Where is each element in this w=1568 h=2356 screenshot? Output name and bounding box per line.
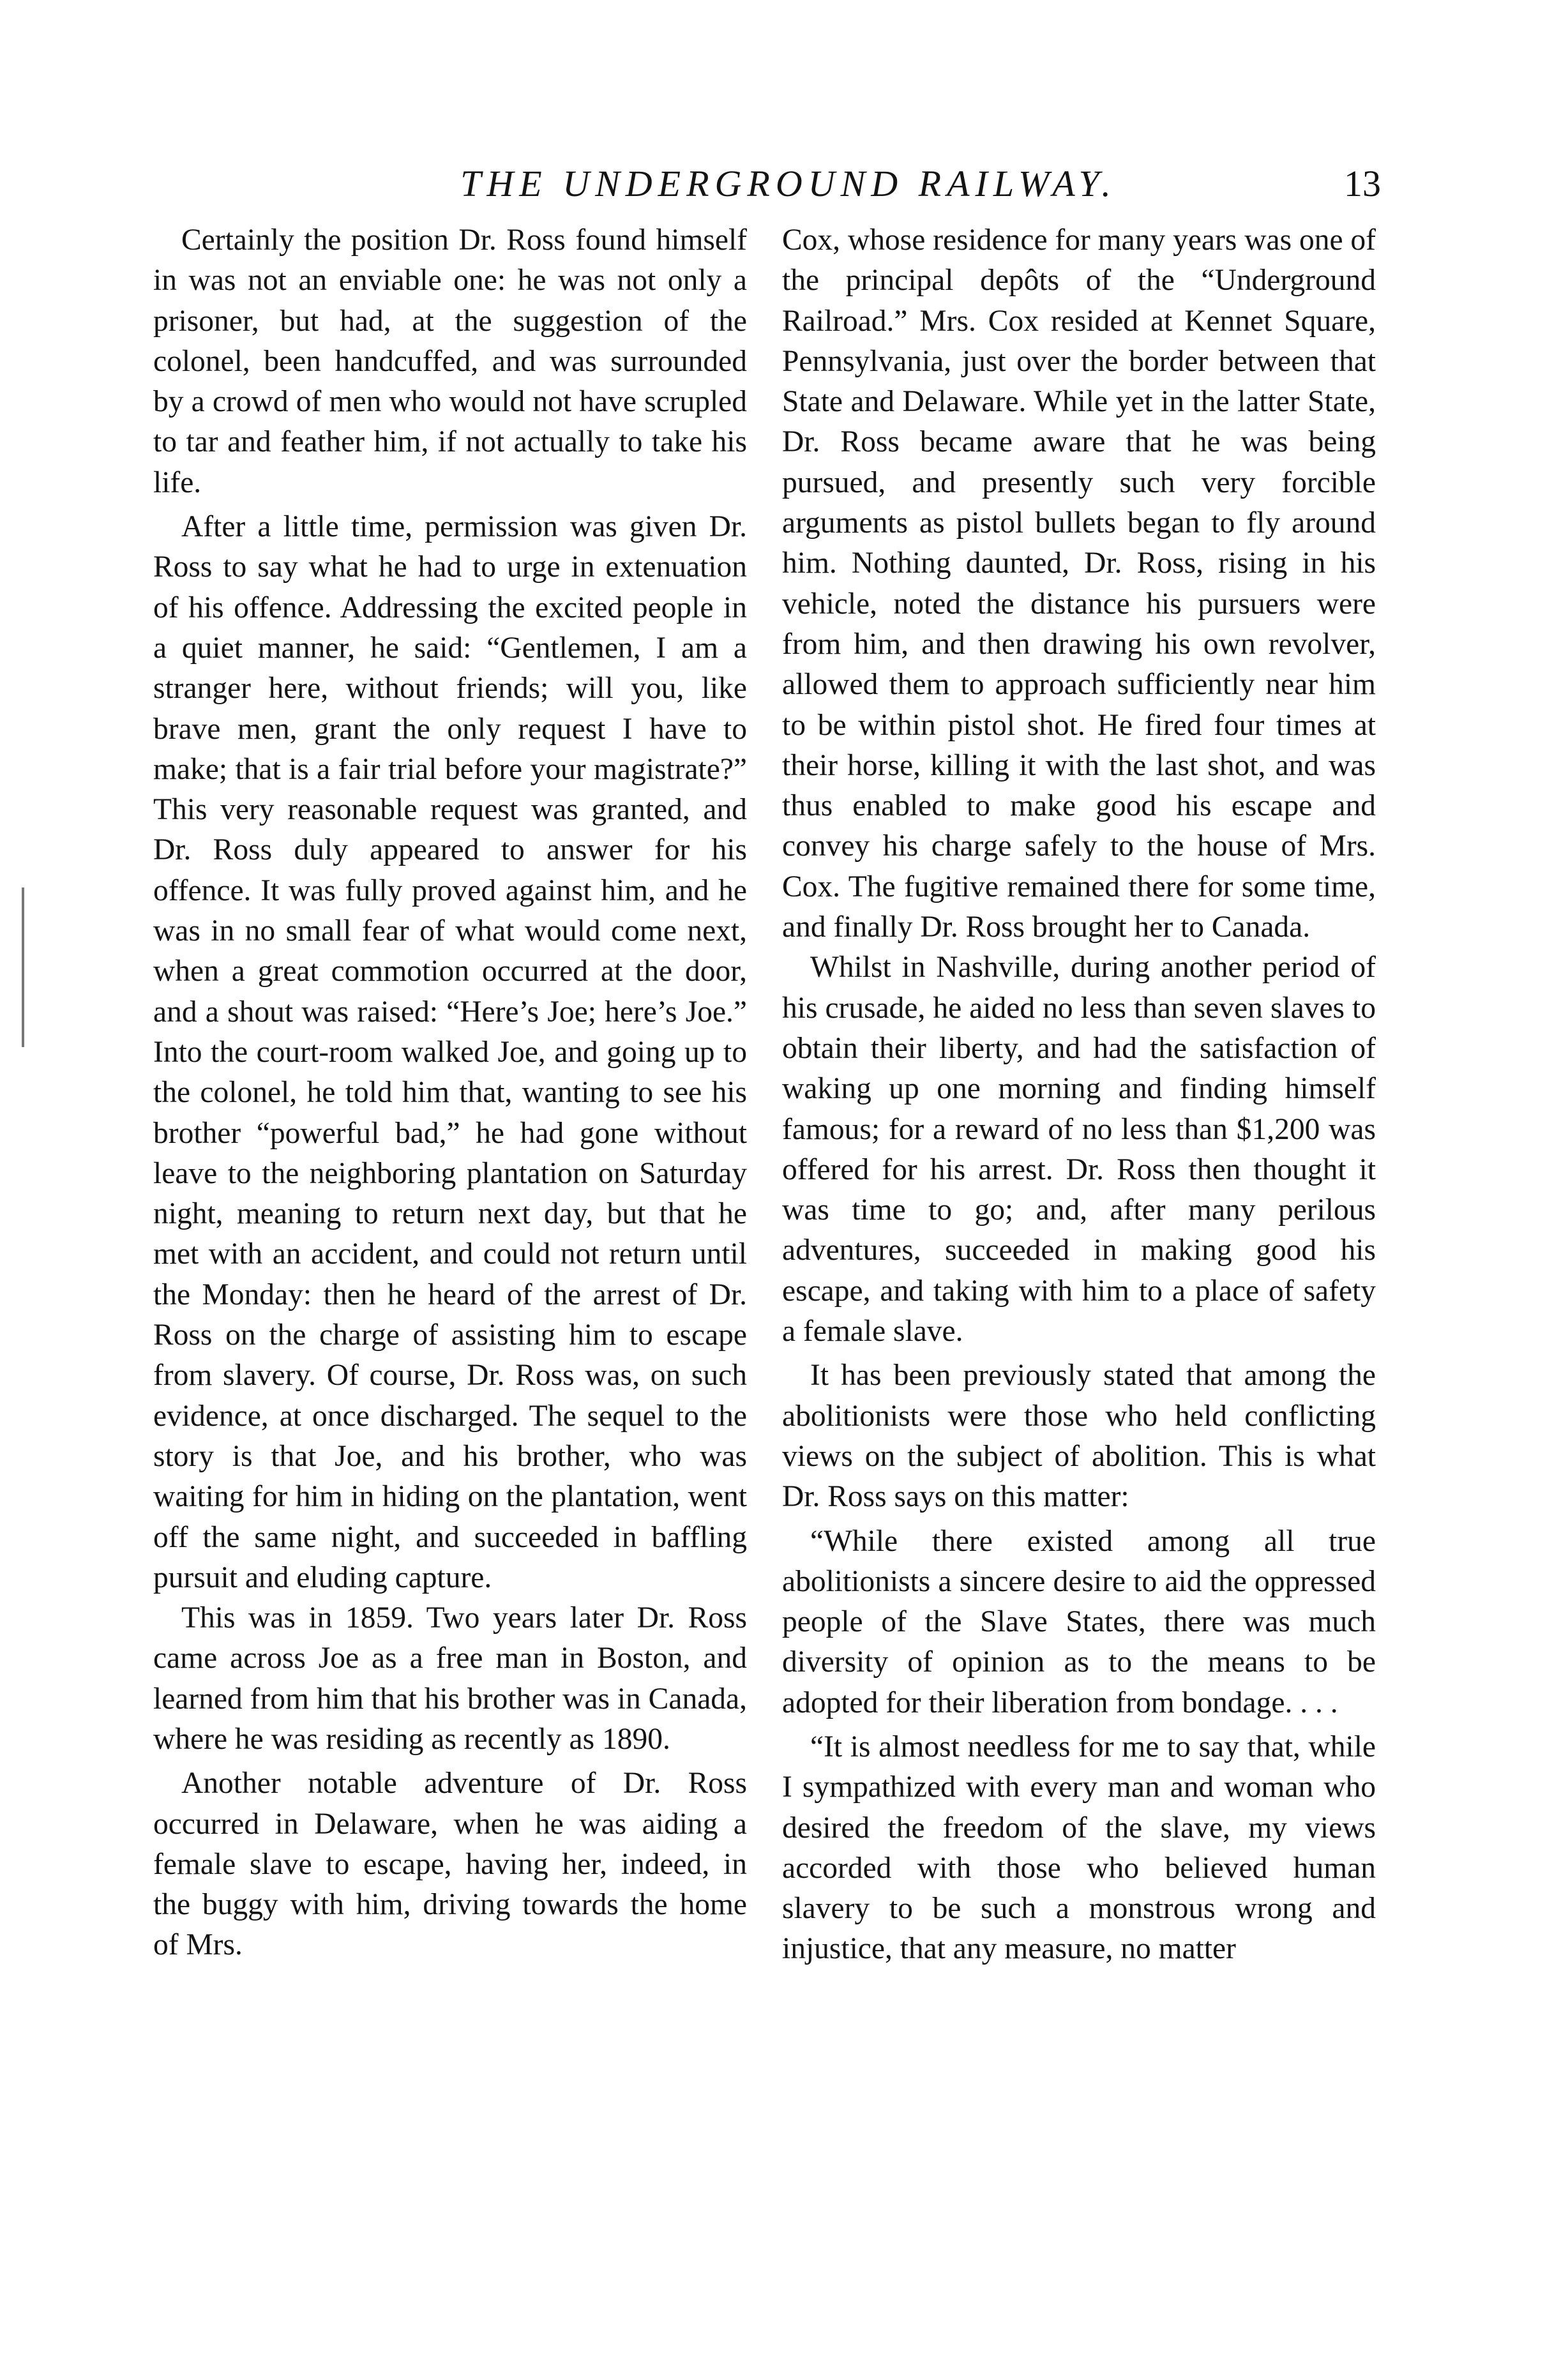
- paragraph-continuation: Cox, whose residence for many years was one of the principal depôts of the “Underground Railroad.” Mrs. Cox resided at Kennet Square, Pennsylvania, just over the border between that State and Delaware. While yet in the latter State, Dr. Ross became aware that he was being pursued, and presently such very forcible arguments as pistol bullets began to fly around him. Nothing daunted, Dr. Ross, rising in his vehicle, noted the distance his pursuers were from him, and then drawing his own revolver, allowed them to approach sufficiently near him to be within pistol shot. He fired four times at their horse, killing it with the last shot, and was thus enabled to make good his escape and convey his charge safely to the house of Mrs. Cox. The fugitive remained there for some time, and finally Dr. Ross brought her to Canada.: [782, 223, 1376, 944]
- block-quote-paragraph: “It is almost needless for me to say that, while I sympathized with every man and woman who desired the freedom of the slave, my views accorded with those who believed human slavery to be such a monstrous wrong and injustice, that any measure, no matter: [782, 1730, 1376, 1966]
- paragraph: Another notable adventure of Dr. Ross occurred in Delaware, when he was aiding a female slave to escape, having her, indeed, in the buggy with him, driving towards the home of Mrs.: [153, 1767, 747, 1962]
- paragraph: It has been previously stated that among the abolitionists were those who held conflicting views on the subject of abolition. This is what Dr. Ross says on this matter:: [782, 1359, 1376, 1514]
- running-title: THE UNDERGROUND RAILWAY.: [460, 163, 1117, 204]
- block-quote-paragraph: “While there existed among all true abolitionists a sincere desire to aid the oppressed people of the Slave States, there was much diversity of opinion as to the means to be adopted for their liberation from bondage. . . .: [782, 1524, 1376, 1719]
- right-column: [782, 220, 1376, 1970]
- page-number: 13: [1344, 163, 1381, 204]
- paragraph: Certainly the position Dr. Ross found himself in was not an enviable one: he was not only a prisoner, but had, at the suggestion of the colonel, been handcuffed, and was surrounded by a crowd of men who would not have scrupled to tar and feather him, if not actually to take his life.: [153, 223, 747, 499]
- paragraph: Whilst in Nashville, during another period of his crusade, he aided no less than seven slaves to obtain their liberty, and had the satisfaction of waking up one morning and finding himself famous; for a reward of no less than $1,200 was offered for his arrest. Dr. Ross then thought it was time to go; and, after many perilous adventures, succeeded in making good his escape, and taking with him to a place of safety a female slave.: [782, 951, 1376, 1348]
- paragraph: This was in 1859. Two years later Dr. Ross came across Joe as a free man in Boston, and learned from him that his brother was in Canada, where he was residing as recently as 1890.: [153, 1601, 747, 1756]
- paragraph: After a little time, permission was given Dr. Ross to say what he had to urge in extenuation of his offence. Addressing the excited people in a quiet manner, he said: “Gentlemen, I am a stranger here, without friends; will you, like brave men, grant the only request I have to make; that is a fair trial before your magistrate?” This very reasonable request was granted, and Dr. Ross duly appeared to answer for his offence. It was fully proved against him, and he was in no small fear of what would come next, when a great commotion occurred at the door, and a shout was raised: “Here’s Joe; here’s Joe.” Into the court-room walked Joe, and going up to the colonel, he told him that, wanting to see his brother “powerful bad,” he had gone without leave to the neighboring plantation on Saturday night, meaning to return next day, but that he met with an accident, and could not return until the Monday: then he heard of the arrest of Dr. Ross on the charge of assisting him to escape from slavery. Of course, Dr. Ross was, on such evidence, at once discharged. The sequel to the story is that Joe, and his brother, who was waiting for him in hiding on the plantation, went off the same night, and succeeded in baffling pursuit and eluding capture.: [153, 510, 747, 1594]
- binding-mark: [22, 887, 24, 1047]
- left-column: [153, 220, 747, 1966]
- page-header: [0, 158, 1568, 209]
